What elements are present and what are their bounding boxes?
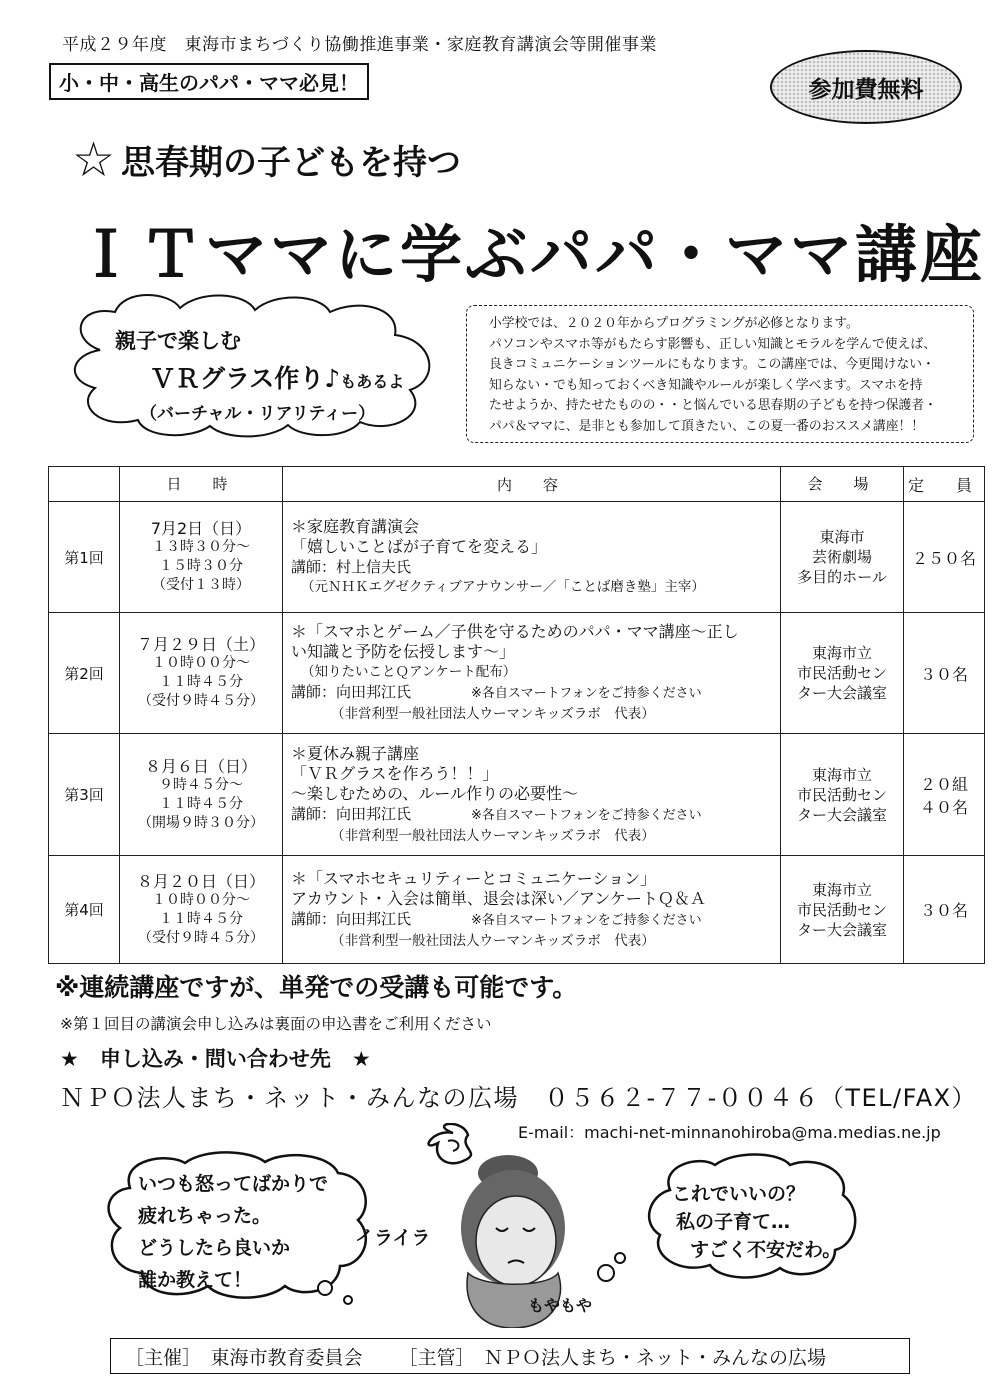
irritation-label: イライラ xyxy=(355,1227,431,1249)
session-content xyxy=(283,613,781,734)
date-start: １０時００分～ xyxy=(152,891,250,908)
content-main: い知識と予防を伝授します～」 xyxy=(291,642,516,661)
capacity-line: ２５０名 xyxy=(911,548,976,568)
date-main: 7月2日（日） xyxy=(150,519,252,538)
speaker-name: 講師：村上信夫氏 xyxy=(291,558,412,576)
content-speaker xyxy=(291,682,772,704)
left-bubble-text xyxy=(138,1168,328,1296)
venue-line: 市民活動セン xyxy=(796,785,887,804)
header-date: 日 時 xyxy=(120,467,283,502)
session-date xyxy=(120,613,283,734)
speaker-affiliation: （非営利型一般社団法人ウーマンキッズラボ 代表） xyxy=(331,932,655,949)
venue-line: 東海市立 xyxy=(811,765,872,784)
cloud-text xyxy=(100,325,440,424)
session-capacity xyxy=(904,502,985,613)
cloud-line-3: （バーチャル・リアリティー） xyxy=(140,404,376,424)
content-sub: ～楽しむための、ルール作りの必要性～ xyxy=(291,783,579,803)
footer-organizer: ［主管］ ＮＰＯ法人まち・ネット・みんなの広場 xyxy=(398,1346,827,1369)
main-title: ＩＴママに学ぶパパ・ママ講座 xyxy=(75,218,986,291)
content-title: ＊夏休み親子講座 xyxy=(291,743,420,763)
content-main: アカウント・入会は簡単、退会は深い／アンケートＱ＆Ａ xyxy=(291,888,706,908)
content-main: 「ＶＲグラスを作ろう！！」 xyxy=(291,763,499,783)
capacity-line: ２０組 xyxy=(919,774,968,794)
content-title: ＊「スマホとゲーム／子供を守るためのパパ・ママ講座～正し xyxy=(291,622,739,641)
intro-line: 小学校では、２０２０年からプログラミングが必修となります。 xyxy=(489,316,859,331)
session-date xyxy=(120,502,283,613)
session-content xyxy=(283,734,781,856)
date-reception: （開場９時３０分） xyxy=(138,814,264,831)
subtitle-text: 思春期の子どもを持つ xyxy=(121,143,462,183)
intro-line: 良きコミュニケーションツールにもなります。この講座では、今更聞けない・ xyxy=(489,357,935,373)
gloomy-label: もやもや xyxy=(528,1296,593,1315)
bubble-line: すごく不安だわ。 xyxy=(690,1239,842,1261)
date-reception: （受付９時４５分） xyxy=(138,929,264,946)
content-speaker xyxy=(291,557,772,577)
date-start: １３時３０分～ xyxy=(152,539,250,555)
footer-organizers xyxy=(110,1338,910,1374)
header-content: 内 容 xyxy=(283,467,781,502)
session-venue xyxy=(781,613,904,734)
cloud-line-1: 親子で楽しむ xyxy=(115,329,241,353)
free-admission-badge: 参加費無料 xyxy=(770,50,962,124)
capacity-line: ４０名 xyxy=(919,797,968,817)
speaker-affiliation: （非営利型一般社団法人ウーマンキッズラボ 代表） xyxy=(331,827,655,844)
session-venue xyxy=(781,734,904,856)
session-number: 第4回 xyxy=(49,856,120,964)
header-capacity: 定 員 xyxy=(904,467,985,502)
speaker-note: ※各自スマートフォンをご持参ください xyxy=(471,912,702,928)
bubble-line: どうしたら良いか xyxy=(138,1237,291,1259)
contact-heading: ★ 申し込み・問い合わせ先 ★ xyxy=(60,1047,371,1071)
bubble-line: 誰か教えて！ xyxy=(138,1269,253,1291)
session-capacity xyxy=(904,613,985,734)
cloud-line-2-main: ＶＲグラス作り♪ xyxy=(150,364,341,393)
speaker-affiliation: （元ＮＨＫエグゼクティブアナウンサー／「ことば磨き塾」主宰） xyxy=(301,579,705,595)
date-main: ８月６日（日） xyxy=(144,756,257,776)
date-reception: （受付９時４５分） xyxy=(138,693,264,709)
speaker-name: 講師：向田邦江氏 xyxy=(291,804,412,823)
date-reception: （受付１３時） xyxy=(152,577,250,593)
venue-line: 市民活動セン xyxy=(796,900,887,919)
capacity-line: ３０名 xyxy=(919,664,968,684)
bubble-line: いつも怒ってばかりで xyxy=(138,1173,329,1195)
table-row xyxy=(49,734,985,856)
session-venue xyxy=(781,856,904,964)
venue-line: ター大会議室 xyxy=(796,805,887,824)
project-line: 平成２９年度 東海市まちづくり協働推進事業・家庭教育講演会等開催事業 xyxy=(62,35,657,55)
bubble-line: 私の子育て… xyxy=(676,1211,791,1233)
venue-line: 市民活動セン xyxy=(796,664,887,682)
date-end: １１時４５分 xyxy=(159,795,243,812)
schedule-table xyxy=(48,466,985,964)
worried-woman-illustration xyxy=(408,1123,628,1328)
speaker-name: 講師：向田邦江氏 xyxy=(291,683,412,701)
venue-line: ター大会議室 xyxy=(796,684,887,702)
table-header-row xyxy=(49,467,985,502)
intro-line: たせようか、持たせたものの・・と悩んでいる思春期の子どもを持つ保護者・ xyxy=(489,398,937,414)
speaker-affiliation: （非営利型一般社団法人ウーマンキッズラボ 代表） xyxy=(331,706,655,722)
session-number: 第3回 xyxy=(49,734,120,856)
session-number: 第2回 xyxy=(49,613,120,734)
contact-email: E-mail：machi-net-minnanohiroba@ma.medias.ne.jp xyxy=(518,1123,941,1142)
intro-line: 知らない・でも知っておくべき知識やルールが楽しく学べます。スマホを持 xyxy=(489,377,923,393)
application-note: ※第１回目の講演会申し込みは裏面の申込書をご利用ください xyxy=(60,1015,492,1033)
venue-line: 東海市 xyxy=(819,528,865,546)
date-end: １５時３０分 xyxy=(159,558,243,574)
header-no xyxy=(49,467,120,502)
session-date xyxy=(120,856,283,964)
capacity-line: ３０名 xyxy=(919,901,968,920)
date-start: ９時４５分～ xyxy=(159,776,243,793)
venue-line: 多目的ホール xyxy=(797,568,887,586)
table-row xyxy=(49,856,985,964)
content-main: 「嬉しいことばが子育てを変える」 xyxy=(291,537,548,556)
series-note: ※連続講座ですが、単発での受講も可能です。 xyxy=(55,973,578,1002)
session-date xyxy=(120,734,283,856)
intro-line: パパ＆ママに、是非とも参加して頂きたい、この夏一番のおススメ講座！！ xyxy=(489,418,925,434)
intro-line: パソコンやスマホ等がもたらす影響も、正しい知識とモラルを学んで使えば、 xyxy=(489,336,936,352)
bubble-line: これでいいの？ xyxy=(672,1183,806,1205)
subtitle xyxy=(72,131,462,188)
table-row xyxy=(49,613,985,734)
footer-host: ［主催］ 東海市教育委員会 xyxy=(125,1346,363,1369)
session-capacity xyxy=(904,734,985,856)
intro-box xyxy=(466,305,974,443)
venue-line: ター大会議室 xyxy=(796,920,887,939)
date-end: １１時４５分 xyxy=(159,674,243,690)
venue-line: 東海市立 xyxy=(811,644,872,662)
content-sub: （知りたいことＱアンケート配布） xyxy=(301,664,517,680)
content-title: ＊家庭教育講演会 xyxy=(291,517,420,536)
date-end: １１時４５分 xyxy=(159,910,243,927)
date-main: ８月２０日（日） xyxy=(136,871,265,891)
table-row xyxy=(49,502,985,613)
right-bubble-text xyxy=(672,1180,841,1264)
date-start: １０時００分～ xyxy=(152,655,250,671)
session-venue xyxy=(781,502,904,613)
content-title: ＊「スマホセキュリティーとコミュニケーション」 xyxy=(291,868,657,888)
target-audience-box: 小・中・高生のパパ・ママ必見！ xyxy=(49,63,369,100)
cloud-line-2 xyxy=(150,359,440,395)
speaker-name: 講師：向田邦江氏 xyxy=(291,909,412,928)
content-speaker xyxy=(291,909,772,931)
date-main: ７月２９日（土） xyxy=(136,635,265,654)
venue-line: 芸術劇場 xyxy=(811,548,872,566)
cloud-line-2-suffix: もあるよ xyxy=(340,372,405,391)
content-speaker xyxy=(291,804,772,826)
session-content xyxy=(283,502,781,613)
bubble-line: 疲れちゃった。 xyxy=(138,1205,272,1227)
session-capacity xyxy=(904,856,985,964)
contact-org-phone: ＮＰＯ法人まち・ネット・みんなの広場 ０５６２-７７-００４６（TEL/FAX） xyxy=(60,1084,978,1112)
star-icon: ☆ xyxy=(72,131,116,188)
session-content xyxy=(283,856,781,964)
header-venue: 会 場 xyxy=(781,467,904,502)
speaker-note: ※各自スマートフォンをご持参ください xyxy=(471,807,702,823)
venue-line: 東海市立 xyxy=(811,880,872,899)
session-number: 第1回 xyxy=(49,502,120,613)
speaker-note: ※各自スマートフォンをご持参ください xyxy=(471,686,702,701)
